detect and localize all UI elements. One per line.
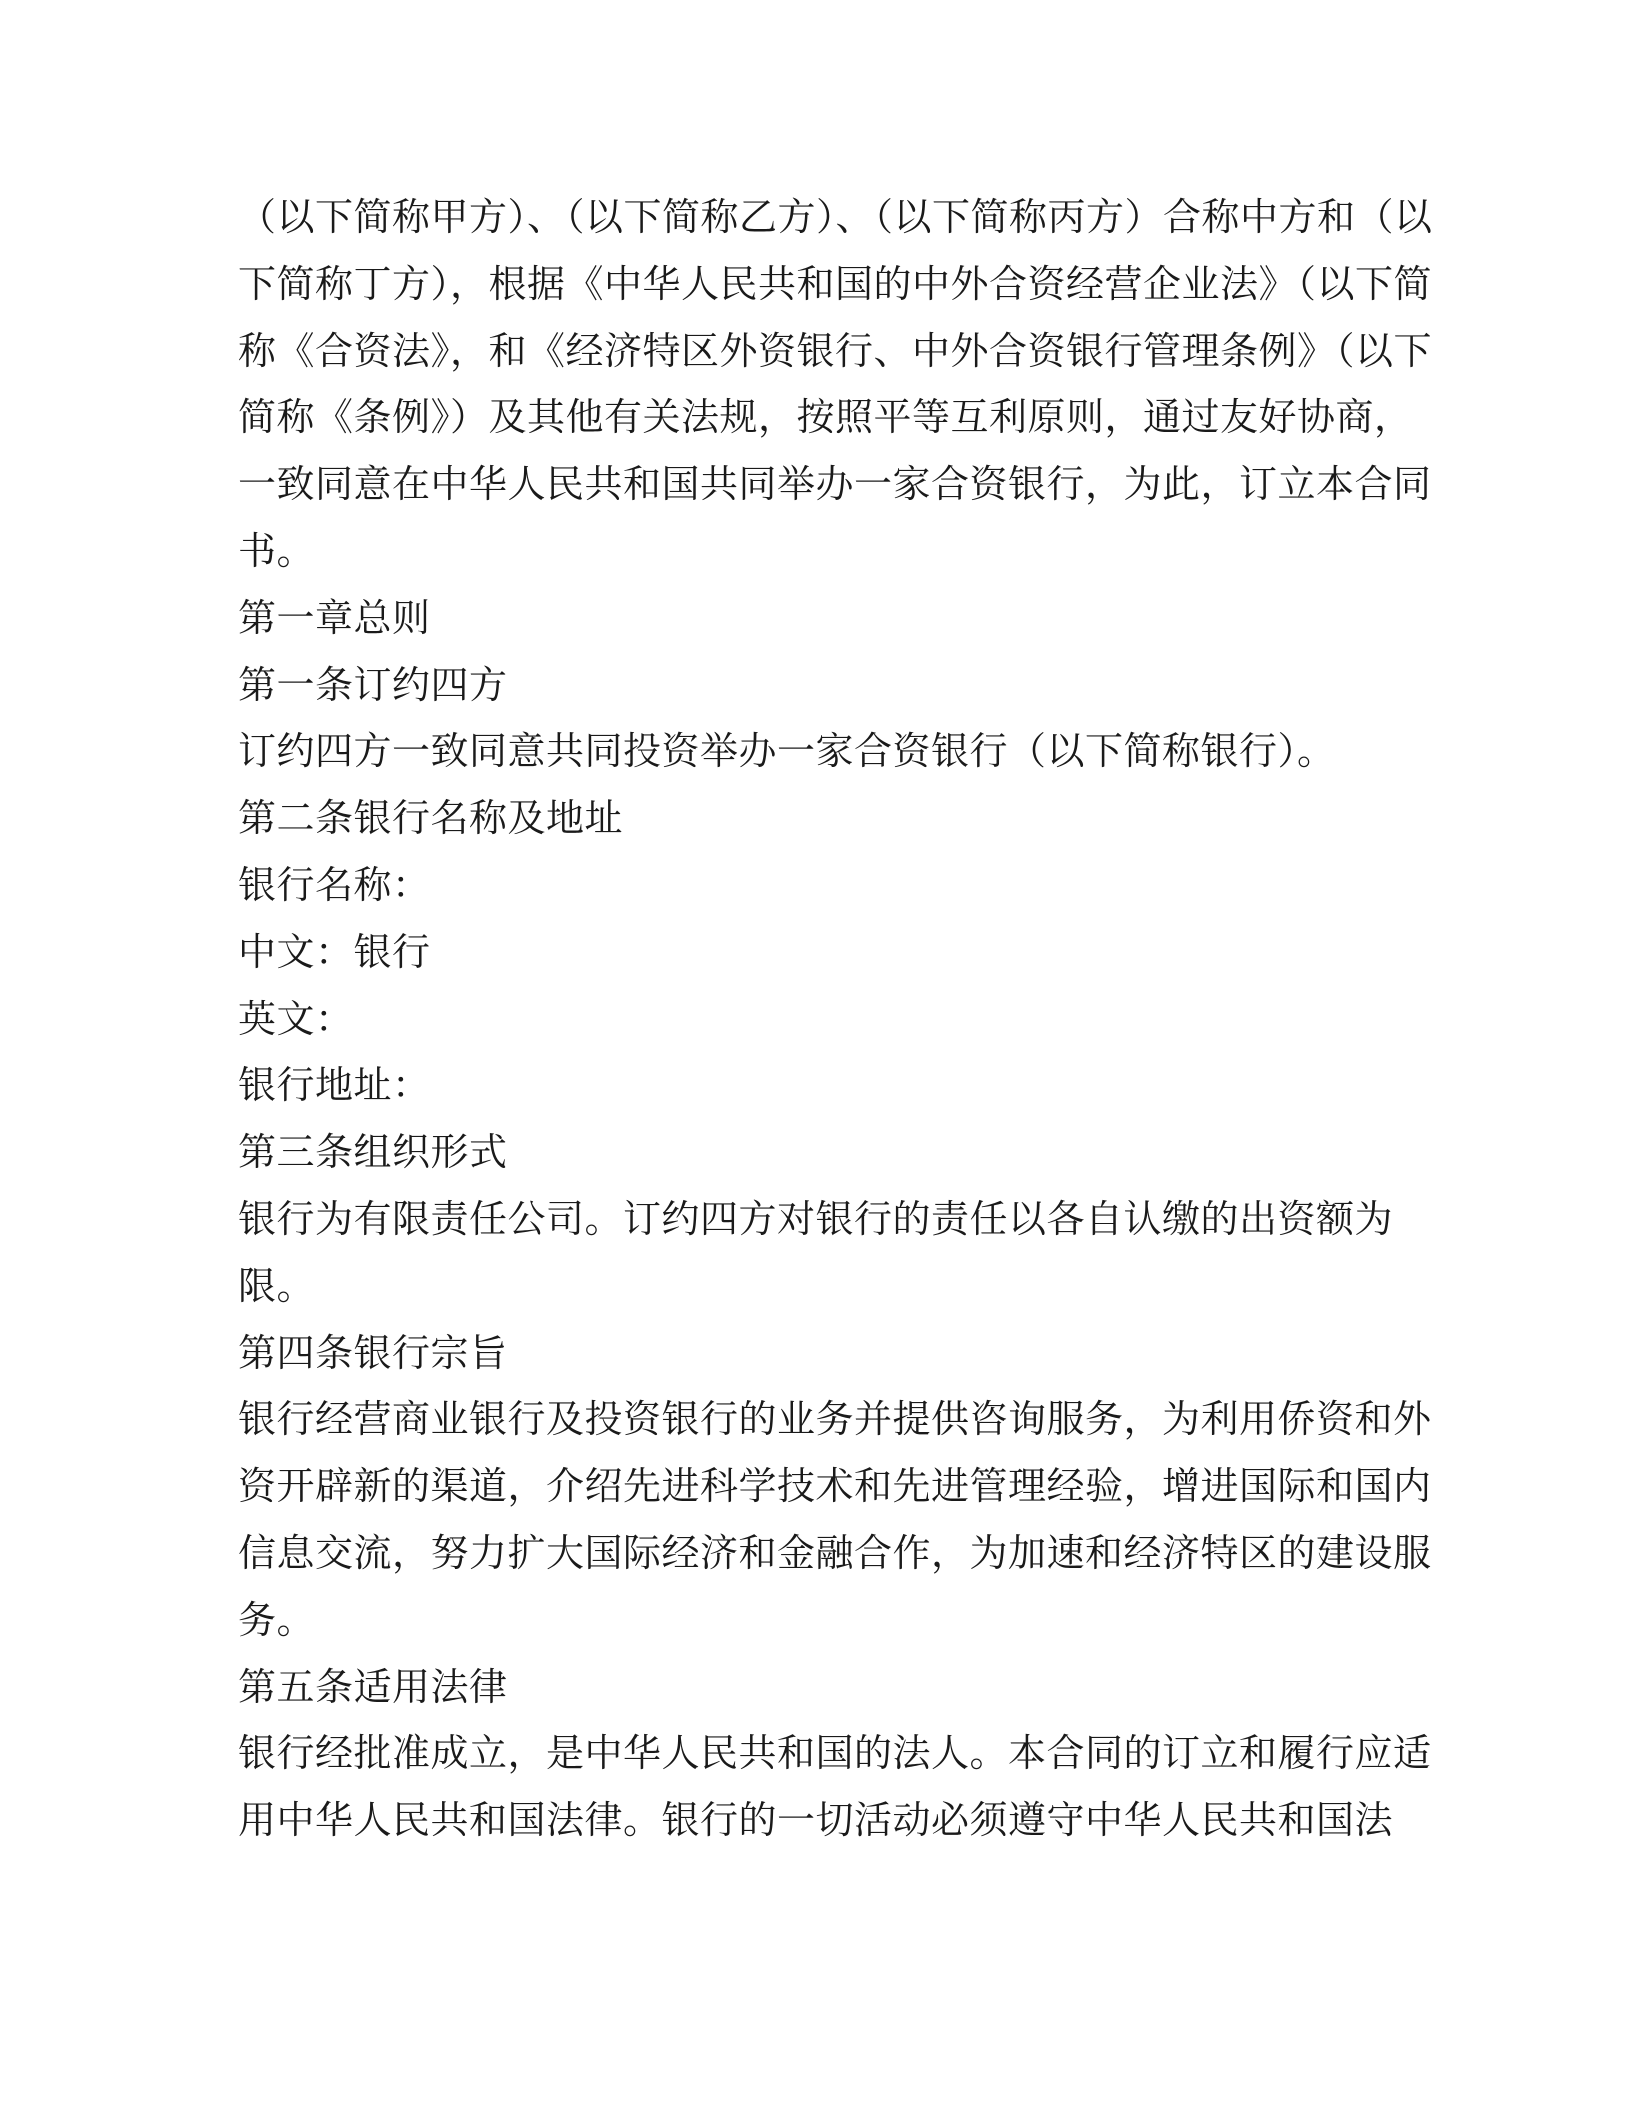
body-text-line: 务。 xyxy=(238,1597,316,1642)
body-text-line: 简称《条例》）及其他有关法规，按照平等互利原则，通过友好协商， xyxy=(238,395,1413,440)
chapter-heading: 第一章总则 xyxy=(238,595,431,640)
body-text-line: 信息交流，努力扩大国际经济和金融合作，为加速和经济特区的建设服 xyxy=(238,1530,1432,1575)
body-text-line: 银行经批准成立，是中华人民共和国的法人。本合同的订立和履行应适 xyxy=(238,1731,1432,1776)
field-label-english-name: 英文： xyxy=(238,996,354,1041)
field-label-bank-address: 银行地址： xyxy=(238,1063,431,1108)
body-text-line: 下简称丁方），根据《中华人民共和国的中外合资经营企业法》（以下简 xyxy=(238,261,1433,306)
field-label-chinese-name: 中文：银行 xyxy=(238,929,431,974)
body-text-line: 用中华人民共和国法律。银行的一切活动必须遵守中华人民共和国法 xyxy=(238,1798,1394,1843)
article-heading: 第二条银行名称及地址 xyxy=(238,796,624,841)
body-text-line: 资开辟新的渠道，介绍先进科学技术和先进管理经验，增进国际和国内 xyxy=(238,1464,1432,1509)
body-text-line: （以下简称甲方）、（以下简称乙方）、（以下简称丙方）合称中方和（以 xyxy=(238,195,1433,239)
article-heading: 第五条适用法律 xyxy=(238,1664,508,1709)
body-text-line: 订约四方一致同意共同投资举办一家合资银行（以下简称银行）。 xyxy=(238,729,1336,774)
article-heading: 第四条银行宗旨 xyxy=(238,1330,508,1375)
body-text-line: 银行为有限责任公司。订约四方对银行的责任以各自认缴的出资额为 xyxy=(238,1196,1394,1241)
article-heading: 第三条组织形式 xyxy=(238,1130,508,1175)
document-body xyxy=(238,184,1433,1854)
body-text-line: 银行经营商业银行及投资银行的业务并提供咨询服务，为利用侨资和外 xyxy=(238,1397,1432,1442)
body-text-line: 一致同意在中华人民共和国共同举办一家合资银行，为此，订立本合同 xyxy=(238,462,1432,507)
body-text-line: 书。 xyxy=(238,528,316,573)
article-heading: 第一条订约四方 xyxy=(238,662,508,707)
field-label-bank-name: 银行名称： xyxy=(238,862,431,907)
body-text-line: 限。 xyxy=(238,1263,316,1308)
body-text-line: 称《合资法》，和《经济特区外资银行、中外合资银行管理条例》（以下 xyxy=(238,328,1433,373)
